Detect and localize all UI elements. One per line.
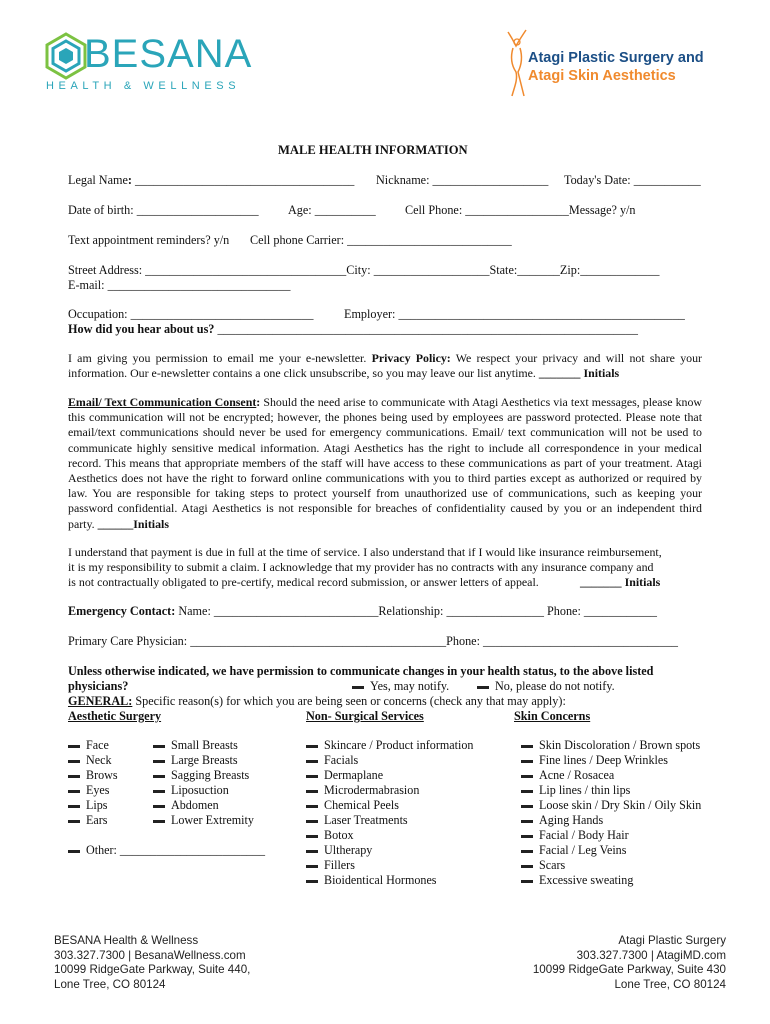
newsletter-text1: I am giving you permission to email me your e-newsletter. [68, 351, 372, 365]
item-label: Facial / Body Hair [539, 828, 629, 842]
item-label: Scars [539, 858, 566, 872]
aesthetic-list-a [68, 738, 118, 828]
item-label: Excessive sweating [539, 873, 634, 887]
besana-logo-name: BESANA [84, 32, 253, 76]
checkbox[interactable] [521, 865, 533, 868]
checkbox[interactable] [521, 820, 533, 823]
emergency-contact-label: Emergency Contact: [68, 604, 176, 618]
communicate-line2: physicians? [68, 679, 129, 693]
non-surgical-header: Non- Surgical Services [306, 709, 424, 723]
item-label: Abdomen [171, 798, 219, 812]
age-field[interactable]: Age: __________ [288, 203, 376, 217]
checkbox-item[interactable] [153, 753, 254, 768]
newsletter-text2: We respect your privacy and will not share your information. Our e-newsletter contains a one click unsubscribe, so you may leave our list anytime. [68, 351, 702, 381]
other-checkbox[interactable] [68, 850, 80, 853]
besana-logo-subtitle: HEALTH & WELLNESS [46, 80, 241, 92]
aesthetic-list-b [153, 738, 254, 828]
besana-logo [44, 30, 253, 94]
checkbox[interactable] [68, 820, 80, 823]
checkbox[interactable] [153, 745, 165, 748]
item-label: Skincare / Product information [324, 738, 474, 752]
checkbox-item[interactable] [521, 768, 701, 783]
checkbox[interactable] [153, 805, 165, 808]
hear-about-field[interactable] [68, 322, 638, 336]
email-field[interactable]: E-mail: ______________________________ [68, 278, 291, 292]
pcp-field[interactable]: Primary Care Physician: __________________________________________Phone: ________________________________ [68, 634, 679, 648]
checkbox-item[interactable] [153, 768, 254, 783]
checkbox-item[interactable] [306, 813, 473, 828]
privacy-policy-label: Privacy Policy: [371, 351, 451, 365]
address-field[interactable]: Street Address: _________________________________City: ___________________State:_______Zip:_____________ [68, 263, 660, 277]
checkbox-item[interactable] [306, 798, 473, 813]
yes-notify-checkbox[interactable] [352, 686, 364, 689]
checkbox[interactable] [153, 790, 165, 793]
footer-atagi-line: Atagi Plastic Surgery [618, 934, 726, 947]
no-notify-label: No, please do not notify. [495, 679, 615, 693]
legal-name-label: Legal Name [68, 173, 128, 187]
checkbox-item[interactable] [153, 813, 254, 828]
checkbox[interactable] [306, 865, 318, 868]
checkbox-item[interactable] [153, 798, 254, 813]
checkbox-item[interactable] [306, 753, 473, 768]
general-label: GENERAL: [68, 694, 133, 708]
footer-atagi-line: 303.327.7300 | AtagiMD.com [576, 948, 726, 962]
legal-name-blank: ____________________________________ [131, 173, 355, 187]
item-label: Small Breasts [171, 738, 238, 752]
footer-atagi [533, 934, 726, 992]
newsletter-initials[interactable]: _______ Initials [538, 366, 620, 381]
atagi-logo-line2: Atagi Skin Aesthetics [528, 68, 676, 84]
checkbox-item[interactable] [521, 813, 701, 828]
checkbox-item[interactable] [306, 873, 473, 888]
consent-text: Should the need arise to communicate with Atagi Aesthetics via text messages, please know this communication will not be encrypted; however, the phones being used by employees are password protected. Please note that email/text communications should never be used for emergency communications. Email/ text communication will not be used to communicate highly sensitive medical information. Atagi Aesthetics has the right to include all correspondence in your medical record. This means that appropriate members of the staff will have access to these communications as part of your treatment. Atagi Aesthetics does not have the right to forward online communications with you to third parties except as authorized or required by law. You are responsible for taking steps to protect yourself from unauthorized use of communications, such as keeping your password confidential. Atagi Aesthetics is not responsible for breaches of confidentiality caused by you or an independent third party. [68, 395, 702, 531]
checkbox[interactable] [521, 775, 533, 778]
footer-atagi-line: Lone Tree, CO 80124 [614, 977, 726, 991]
consent-paragraph [68, 395, 702, 532]
checkbox-item[interactable] [306, 738, 473, 753]
legal-name-colon: : [127, 173, 132, 187]
footer-besana [54, 934, 250, 992]
checkbox-item[interactable] [153, 738, 254, 753]
text-reminders-field[interactable]: Text appointment reminders? y/n [68, 233, 230, 247]
checkbox-item[interactable] [68, 768, 118, 783]
carrier-field[interactable]: Cell phone Carrier: ___________________________ [250, 233, 512, 247]
legal-name-field[interactable] [68, 173, 354, 187]
skin-concerns-header: Skin Concerns [514, 709, 591, 723]
non-surgical-list [306, 738, 473, 888]
checkbox[interactable] [521, 880, 533, 883]
item-label: Acne / Rosacea [539, 768, 615, 782]
footer-besana-line: Lone Tree, CO 80124 [54, 977, 166, 991]
no-notify-checkbox[interactable] [477, 686, 489, 689]
checkbox-item[interactable] [153, 783, 254, 798]
todays-date-field[interactable]: Today's Date: ___________ [564, 173, 701, 187]
consent-colon: : [256, 395, 261, 409]
checkbox[interactable] [306, 835, 318, 838]
emergency-contact-blanks: Name: ___________________________Relationship: ________________ Phone: ____________ [175, 604, 658, 618]
item-label: Eyes [86, 783, 110, 797]
checkbox-item[interactable] [306, 828, 473, 843]
item-label: Fine lines / Deep Wrinkles [539, 753, 668, 767]
item-label: Skin Discoloration / Brown spots [539, 738, 701, 752]
item-label: Neck [86, 753, 112, 767]
footer-besana-line: 303.327.7300 | BesanaWellness.com [54, 948, 246, 962]
item-label: Facial / Leg Veins [539, 843, 627, 857]
checkbox[interactable] [521, 760, 533, 763]
item-label: Botox [324, 828, 354, 842]
nickname-field[interactable]: Nickname: ___________________ [376, 173, 549, 187]
checkbox[interactable] [521, 805, 533, 808]
checkbox-item[interactable] [521, 858, 701, 873]
dob-field[interactable]: Date of birth: ____________________ [68, 203, 259, 217]
communicate-line1: Unless otherwise indicated, we have permission to communicate changes in your health status, to the above listed [68, 664, 654, 678]
payment-line1: I understand that payment is due in full at the time of service. I also understand that if I would like insurance reimbursement, [68, 545, 662, 559]
checkbox-item[interactable] [68, 813, 118, 828]
item-label: Facials [324, 753, 359, 767]
aesthetic-surgery-header: Aesthetic Surgery [68, 709, 162, 723]
checkbox-item[interactable] [521, 783, 701, 798]
checkbox[interactable] [306, 880, 318, 883]
cell-phone-field[interactable]: Cell Phone: _________________Message? y/n [405, 203, 636, 217]
checkbox[interactable] [306, 790, 318, 793]
consent-initials[interactable]: ______Initials [97, 516, 169, 531]
item-label: Face [86, 738, 109, 752]
checkbox[interactable] [306, 820, 318, 823]
item-label: Dermaplane [324, 768, 384, 782]
general-text: Specific reason(s) for which you are being seen or concerns (check any that may apply): [132, 694, 566, 708]
checkbox[interactable] [521, 790, 533, 793]
item-label: Microdermabrasion [324, 783, 420, 797]
item-label: Ears [86, 813, 108, 827]
checkbox-item[interactable] [68, 738, 118, 753]
checkbox[interactable] [153, 775, 165, 778]
payment-line2: it is my responsibility to submit a claim. I acknowledge that my provider has no contracts with any insurance company and [68, 560, 654, 574]
item-label: Lip lines / thin lips [539, 783, 631, 797]
checkbox[interactable] [68, 745, 80, 748]
other-option[interactable] [68, 843, 265, 858]
hear-about-blank: _____________________________________________________________________ [214, 322, 638, 336]
checkbox-item[interactable] [306, 768, 473, 783]
occupation-field[interactable]: Occupation: ______________________________ [68, 307, 314, 321]
checkbox-item[interactable] [306, 843, 473, 858]
checkbox[interactable] [68, 760, 80, 763]
payment-initials[interactable]: _______ Initials [580, 575, 661, 589]
checkbox[interactable] [306, 805, 318, 808]
item-label: Chemical Peels [324, 798, 399, 812]
checkbox[interactable] [306, 760, 318, 763]
payment-line3: is not contractually obligated to pre-certify, medical record submission, or answer letters of appeal. [68, 575, 539, 589]
other-label: Other: ________________________ [86, 843, 266, 857]
item-label: Laser Treatments [324, 813, 408, 827]
checkbox-item[interactable] [306, 858, 473, 873]
item-label: Fillers [324, 858, 355, 872]
item-label: Large Breasts [171, 753, 238, 767]
checkbox[interactable] [68, 805, 80, 808]
footer-besana-line: 10099 RidgeGate Parkway, Suite 440, [54, 963, 251, 976]
no-notify-option[interactable] [477, 679, 615, 693]
item-label: Loose skin / Dry Skin / Oily Skin [539, 798, 702, 812]
skin-concerns-list [521, 738, 701, 888]
item-label: Brows [86, 768, 118, 782]
checkbox-item[interactable] [68, 783, 118, 798]
checkbox-item[interactable] [306, 783, 473, 798]
checkbox[interactable] [521, 835, 533, 838]
checkbox-item[interactable] [521, 843, 701, 858]
newsletter-paragraph [68, 351, 702, 381]
yes-notify-label: Yes, may notify. [370, 679, 450, 693]
item-label: Lower Extremity [171, 813, 254, 827]
checkbox-item[interactable] [68, 753, 118, 768]
footer-besana-line: BESANA Health & Wellness [54, 934, 199, 947]
atagi-logo-line1: Atagi Plastic Surgery and [528, 50, 704, 66]
item-label: Bioidentical Hormones [324, 873, 437, 887]
checkbox[interactable] [153, 760, 165, 763]
checkbox-item[interactable] [521, 828, 701, 843]
checkbox[interactable] [306, 745, 318, 748]
atagi-logo [498, 28, 738, 98]
checkbox-item[interactable] [68, 798, 118, 813]
form-title: MALE HEALTH INFORMATION [278, 143, 468, 157]
item-label: Liposuction [171, 783, 229, 797]
yes-notify-option[interactable] [352, 679, 449, 693]
item-label: Sagging Breasts [171, 768, 250, 782]
item-label: Aging Hands [539, 813, 604, 827]
checkbox[interactable] [306, 775, 318, 778]
item-label: Lips [86, 798, 108, 812]
checkbox-item[interactable] [521, 738, 701, 753]
checkbox[interactable] [68, 790, 80, 793]
consent-label: Email/ Text Communication Consent [68, 395, 257, 409]
checkbox-item[interactable] [521, 798, 701, 813]
checkbox[interactable] [521, 850, 533, 853]
employer-field[interactable]: Employer: _______________________________________________ [344, 307, 685, 321]
footer-atagi-line: 10099 RidgeGate Parkway, Suite 430 [532, 963, 726, 976]
besana-hexagon-icon [44, 32, 88, 80]
emergency-contact-field[interactable] [68, 604, 657, 618]
checkbox[interactable] [521, 745, 533, 748]
checkbox[interactable] [68, 775, 80, 778]
item-label: Ultherapy [324, 843, 373, 857]
hear-about-label: How did you hear about us? [68, 322, 215, 336]
general-line [68, 694, 566, 708]
checkbox-item[interactable] [521, 873, 701, 888]
checkbox[interactable] [306, 850, 318, 853]
checkbox[interactable] [153, 820, 165, 823]
checkbox-item[interactable] [521, 753, 701, 768]
